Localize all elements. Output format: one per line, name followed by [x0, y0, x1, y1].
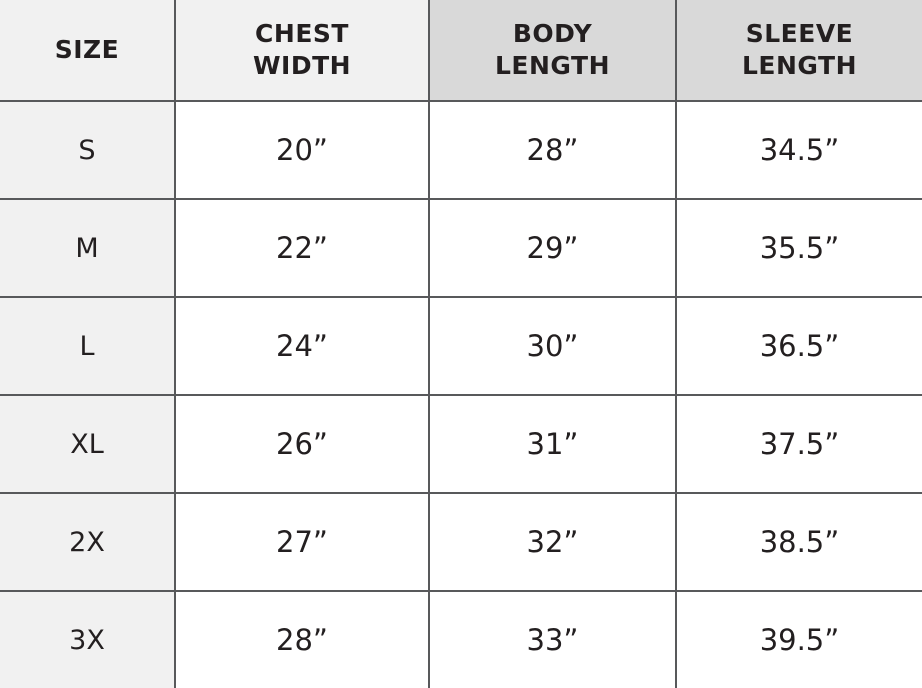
cell-sleeve-length: 36.5” — [676, 297, 922, 395]
cell-size: 3X — [0, 591, 175, 688]
header-row — [0, 0, 922, 101]
header-line: BODY — [512, 19, 593, 48]
cell-sleeve-length: 35.5” — [676, 199, 922, 297]
cell-size: M — [0, 199, 175, 297]
cell-sleeve-length: 34.5” — [676, 101, 922, 199]
cell-sleeve-length: 37.5” — [676, 395, 922, 493]
cell-size: L — [0, 297, 175, 395]
cell-body-length: 28” — [429, 101, 676, 199]
column-header-sleeve-length — [676, 0, 922, 101]
cell-body-length: 30” — [429, 297, 676, 395]
table-row — [0, 101, 922, 199]
cell-sleeve-length: 39.5” — [676, 591, 922, 688]
header-line: CHEST — [255, 19, 349, 48]
header-line: SLEEVE — [745, 19, 854, 48]
cell-chest-width: 28” — [175, 591, 429, 688]
header-line: WIDTH — [252, 51, 352, 80]
header-line: LENGTH — [742, 51, 857, 80]
table-row — [0, 591, 922, 688]
column-header-chest-width — [175, 0, 429, 101]
cell-chest-width: 20” — [175, 101, 429, 199]
table-header — [0, 0, 922, 101]
cell-body-length: 32” — [429, 493, 676, 591]
cell-body-length: 29” — [429, 199, 676, 297]
cell-size: S — [0, 101, 175, 199]
cell-size: XL — [0, 395, 175, 493]
table-row — [0, 297, 922, 395]
cell-chest-width: 22” — [175, 199, 429, 297]
cell-chest-width: 26” — [175, 395, 429, 493]
table-row — [0, 199, 922, 297]
cell-chest-width: 24” — [175, 297, 429, 395]
cell-size: 2X — [0, 493, 175, 591]
column-header-body-length — [429, 0, 676, 101]
table-row — [0, 493, 922, 591]
header-line: SIZE — [54, 35, 120, 64]
table-body — [0, 101, 922, 688]
column-header-size — [0, 0, 175, 101]
cell-chest-width: 27” — [175, 493, 429, 591]
table-row — [0, 395, 922, 493]
header-line: LENGTH — [495, 51, 610, 80]
cell-sleeve-length: 38.5” — [676, 493, 922, 591]
cell-body-length: 33” — [429, 591, 676, 688]
cell-body-length: 31” — [429, 395, 676, 493]
